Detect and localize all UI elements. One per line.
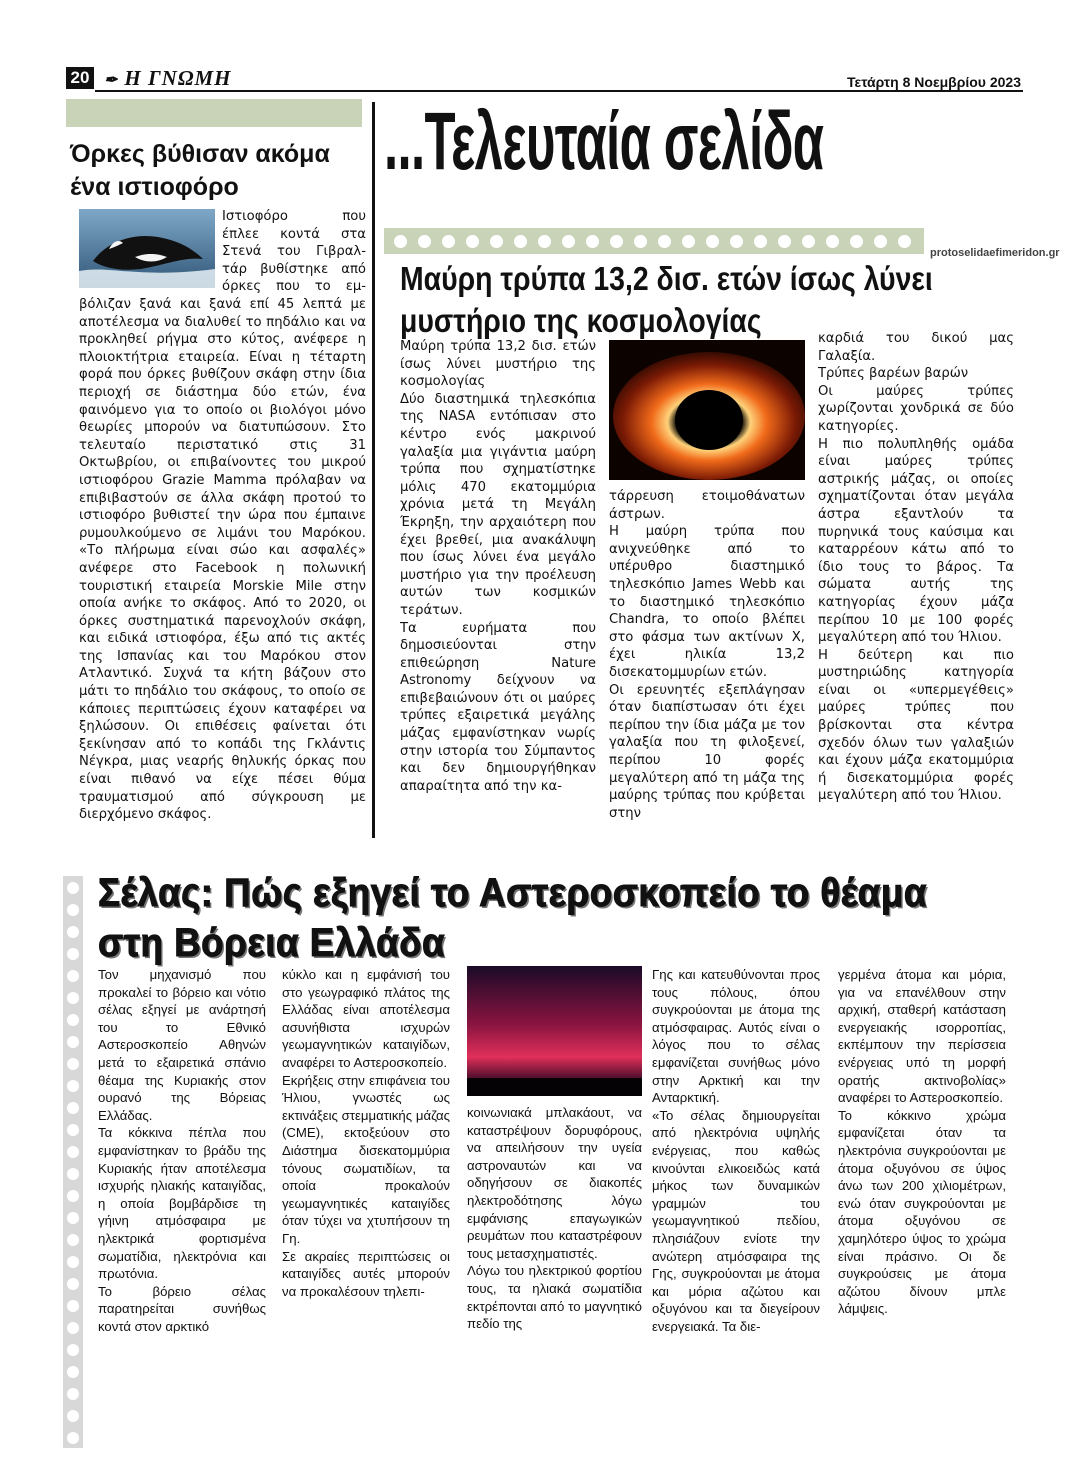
aurora-headline: Σέλας: Πώς εξηγεί το Αστεροσκοπείο το θέαμα στη Βόρεια Ελλάδα xyxy=(98,871,927,965)
strip-dot xyxy=(67,1388,79,1400)
strip-dot xyxy=(67,882,79,894)
wrap-line: έπλεε κοντά στα xyxy=(222,226,366,242)
strip-dot xyxy=(67,948,79,960)
strip-dot xyxy=(67,1432,79,1444)
divider-dot xyxy=(730,235,743,248)
header-rule xyxy=(95,90,1023,92)
strip-dot xyxy=(67,1168,79,1180)
divider-dot xyxy=(586,235,599,248)
paragraph: Η μαύρη τρύπα που ανιχνεύθηκε από το υπέρυθρο διαστημικό τηλεσκόπιο James Webb και το διαστημικό τηλεσκόπιο Chandra, το οποίο βλέπει στο φάσμα των ακτίνων Χ, έχει ηλικία 13,2 δισεκατομμυρίων ετών. xyxy=(609,524,805,680)
orca-body-text: βόλιζαν ξανά και ξανά επί 45 λεπτά με αποτέλεσμα να διαλυθεί το πηδάλιο και να προκληθεί ρήγμα στο κύτος, ανέφερε η πλοιοκτήτρια εταιρεία. Είναι η τέταρτη φορά που όρκες βυθίζουν σκάφη στην ίδια περιοχή σε διάστημα δύο ετών, ένα φαινόμενο για το οποίο οι βιολόγοι μόνο θεωρίες μπορούν να διατυπώσουν. Στο τελευταίο περιστατικό στις 31 Οκτωβρίου, οι επιβαίνοντες του μικρού ιστιοφόρου Grazie Mamma πρόλαβαν να επιβιβαστούν σε άλλα σκάφη προτού το ιστιοφόρο βυθιστεί την ώρα που έμπαινε ρυμουλκούμενο σε λιμάνι του Μαρόκου. «Το πλήρωμα είναι σώο και ασφαλές» ανέφερε στο Facebook η πολωνική τουριστική εταιρεία Morskie Mile στην οποία ανήκε το σκάφος. Από το 2020, οι όρκες συστηματικά παρενοχλούν σκάφη, και ειδικά ιστιοφόρα, έξω από τις ακτές της Ισπανίας και του Μαρόκου στον Ατλαντικό. Συχνά τα κήτη βάζουν στο μάτι το πηδάλιο του σκάφους, το οποίο σε κάποιες περιπτώσεις έχουν καταφέρει να ξηλώσουν. Οι επιθέσεις φαίνεται ότι ξεκίνησαν από το κοπάδι της Γκλάντις Νέγκρα, μιας νεαρής θηλυκής όρκας που είναι πιθανό να είχε πέσει θύμα τραυματισμού από σύγκρουση με διερχόμενο σκάφος. xyxy=(79,297,366,823)
paragraph: Οι μαύρες τρύπες χωρίζονται χονδρικά σε δύο κατηγορίες. xyxy=(818,383,1014,434)
strip-dot xyxy=(67,1190,79,1202)
divider-dot xyxy=(850,235,863,248)
paragraph: Το κόκκινο χρώμα εμφανίζεται όταν τα ηλεκτρόνια συγκρούονται με άτομα οξυγόνου σε ύψος άνω των 200 χιλιομέτρων, ενώ όταν συγκρούονται με άτομα οξυγόνου σε χαμηλότερο ύψος το χρώμα είναι πράσινο. Οι δε συγκρούσεις με άτομα αζώτου δίνουν μπλε λάμψεις. xyxy=(838,1107,1006,1317)
divider-dot xyxy=(706,235,719,248)
paragraph: Η πιο πολυπληθής ομάδα είναι μαύρες τρύπες αστρικής μάζας, οι οποίες σχηματίζονται όταν μεγάλα άστρα εξαντλούν τα πυρηνικά τους καύσιμα και καταρρέουν κάτω από το ίδιο τους το βάρος. Τα σώματα αυτής της κατηγορίας έχουν μάζα περίπου 10 με 100 φορές μεγαλύτερη από του Ήλιου. xyxy=(818,436,1014,646)
divider-dot xyxy=(826,235,839,248)
strip-dot xyxy=(67,1102,79,1114)
section-banner-title: ...Τελευταία σελίδα xyxy=(384,96,824,187)
quill-icon: ✒ xyxy=(104,72,119,89)
aurora-photo xyxy=(467,966,642,1096)
paragraph: καρδιά του δικού μας Γαλαξία. xyxy=(818,331,1014,364)
strip-dot xyxy=(67,926,79,938)
divider-dot xyxy=(538,235,551,248)
paragraph: Δύο διαστημικά τηλεσκόπια της NASA εντόπισαν στο κέντρο ενός μακρινού γαλαξία μια γιγάντια μαύρη τρύπα που σχηματίστηκε μόλις 470 εκατομμύρια χρόνια μετά τη Μεγάλη Έκρηξη, την αρχαιότερη που έχει βρεθεί, μια ανακάλυψη που ίσως λύνει ένα μεγάλο μυστήριο για την προέλευση αυτών των κοσμικών τεράτων. xyxy=(400,391,596,618)
strip-dot xyxy=(67,1014,79,1026)
paragraph: Οι ερευνητές εξεπλάγησαν όταν διαπίστωσαν ότι έχει περίπου την ίδια μάζα με τον γαλαξία που τη φιλοξενεί, περίπου 10 φορές μεγαλύτερη από τη μάζα της μαύρης τρύπας που κρύβεται στην xyxy=(609,682,805,821)
divider-dot xyxy=(634,235,647,248)
divider-dot xyxy=(898,235,911,248)
section-bar xyxy=(66,99,362,127)
wrap-line: όρκες που το εμ- xyxy=(222,279,366,295)
divider-dot xyxy=(682,235,695,248)
paragraph: κύκλο και η εμφάνισή του στο γεωγραφικό πλάτος της Ελλάδας είναι αποτέλεσμα ασυνήθιστα ισχυρών γεωμαγνητικών καταιγίδων, αναφέρει το Αστεροσκοπείο. xyxy=(282,967,450,1070)
strip-dot xyxy=(67,1322,79,1334)
page-number: 20 xyxy=(66,67,94,89)
paragraph: γερμένα άτομα και μόρια, για να επανέλθουν στην αρχική, σταθερή κατάσταση ενεργειακής ισορροπίας, εκπέμπουν την περίσσεια ενέργειας υπό τη μορφή ορατής ακτινοβολίας» αναφέρει το Αστεροσκοπείο. xyxy=(838,967,1006,1106)
aurora-col-3 xyxy=(467,1104,642,1333)
divider-dot xyxy=(658,235,671,248)
paragraph: Τον μηχανισμό που προκαλεί το βόρειο και νότιο σέλας εξηγεί με ανάρτησή του το Εθνικό Αστεροσκοπείο Αθηνών μετά το εξαιρετικά σπάνιο θέαμα της Κυριακής στον ουρανό της Βόρειας Ελλάδας. xyxy=(98,967,266,1123)
wrap-line: Ιστιοφόρο που xyxy=(222,209,366,224)
divider-dot xyxy=(562,235,575,248)
divider-dot xyxy=(490,235,503,248)
paragraph: Σε ακραίες περιπτώσεις οι καταιγίδες αυτές μπορούν να προκαλέσουν τηλεπι- xyxy=(282,1248,450,1299)
strip-dot xyxy=(67,970,79,982)
divider-dot xyxy=(418,235,431,248)
divider-dot xyxy=(394,235,407,248)
divider-dot xyxy=(610,235,623,248)
black-hole-col-2 xyxy=(609,488,805,822)
paragraph: Το βόρειο σέλας παρατηρείται συνήθως κοντά στον αρκτικό xyxy=(98,1283,266,1334)
black-hole-headline: Μαύρη τρύπα 13,2 δισ. ετών ίσως λύνει μυστήριο της κοσμολογίας xyxy=(400,260,933,339)
paragraph: Λόγω του ηλεκτρικού φορτίου τους, τα ηλιακά σωματίδια εκτρέπονται από το μαγνητικό πεδίο της xyxy=(467,1263,642,1332)
dotted-divider-bar xyxy=(384,228,924,254)
orca-wrap-text xyxy=(222,208,366,296)
paragraph: Η δεύτερη και πιο μυστηριώδης κατηγορία είναι οι «υπερμεγέθεις» μαύρες τρύπες που βρίσκονται στα κέντρα σχεδόν όλων των γαλαξιών και έχουν μάζα εκατομμύρια ή δισεκατομμύρια φορές μεγαλύτερη από του Ήλιου. xyxy=(818,647,1014,804)
aurora-col-4 xyxy=(652,966,820,1335)
divider-dot xyxy=(778,235,791,248)
aurora-col-5 xyxy=(838,966,1006,1318)
strip-dot xyxy=(67,1366,79,1378)
paragraph: Γης και κατευθύνονται προς τους πόλους, όπου συγκρούονται με άτομα της ατμόσφαιρας. Αυτός είναι ο λόγος που το σέλας εμφανίζεται συνήθως μόνο στην Αρκτική και την Ανταρκτική. xyxy=(652,967,820,1106)
paragraph: Τα ευρήματα που δημοσιεύονται στην επιθεώρηση Nature Astronomy δείχνουν να επιβεβαιώνουν ότι οι μαύρες τρύπες εξαιρετικά μεγάλης μάζας εμφανίστηκαν νωρίς στην ιστορία του Σύμπαντος και δεν δημιουργήθηκαν απαραίτητα από την κα- xyxy=(400,620,596,794)
strip-dot xyxy=(67,904,79,916)
strip-dot xyxy=(67,1080,79,1092)
strip-dot xyxy=(67,1124,79,1136)
aurora-col-1 xyxy=(98,966,266,1335)
strip-dot xyxy=(67,1212,79,1224)
paragraph: τάρρευση ετοιμοθάνατων άστρων. xyxy=(609,489,805,522)
divider-dot xyxy=(802,235,815,248)
column-divider xyxy=(372,102,375,838)
strip-dot xyxy=(67,1146,79,1158)
wrap-line: τάρ βυθίστηκε από xyxy=(222,261,366,277)
paragraph: Τα κόκκινα πέπλα που εμφανίστηκαν το βράδυ της Κυριακής ήταν αποτέλεσμα ισχυρής ηλιακής καταιγίδας, η οποία βομβάρδισε τη γήινη ατμόσφαιρα με ηλεκτρικά φορτισμένα σωματίδια, ηλεκτρόνια και πρωτόνια. xyxy=(98,1125,266,1282)
strip-dot xyxy=(67,992,79,1004)
black-hole-photo xyxy=(609,340,805,480)
black-hole-col-3 xyxy=(818,330,1014,805)
newspaper-name: Η ΓΝΩΜΗ xyxy=(124,66,232,90)
divider-dot xyxy=(514,235,527,248)
strip-dot xyxy=(67,1036,79,1048)
orca-photo xyxy=(79,209,215,288)
strip-dot xyxy=(67,1344,79,1356)
paragraph: Τρύπες βαρέων βαρών xyxy=(818,366,969,382)
divider-dot xyxy=(754,235,767,248)
paragraph: κοινωνιακά μπλακάουτ, να καταστρέψουν δορυφόρους, να απειλήσουν την υγεία αστροναυτών και να οδηγήσουν σε διακοπές ηλεκτροδότησης λόγω εμφάνισης επαγωγικών ρευμάτων που καταστρέφουν τους μετασχηματιστές. xyxy=(467,1105,642,1261)
paragraph: Μαύρη τρύπα 13,2 δισ. ετών ίσως λύνει μυστήριο της κοσμολογίας xyxy=(400,339,596,390)
paragraph: Εκρήξεις στην επιφάνεια του Ήλιου, γνωστές ως εκτινάξεις στεμματικής μάζας (CME), εκτοξεύουν στο Διάστημα δισεκατομμύρια τόνους σωματιδίων, τα οποία προκαλούν γεωμαγνητικές καταιγίδες όταν τύχει να χτυπήσουν τη Γη. xyxy=(282,1072,450,1246)
wrap-line: Στενά του Γιβραλ- xyxy=(222,244,366,260)
dotted-side-strip xyxy=(63,876,83,1448)
strip-dot xyxy=(67,1300,79,1312)
strip-dot xyxy=(67,1058,79,1070)
divider-dot xyxy=(874,235,887,248)
orca-article-headline: Όρκες βύθισαν ακόμα ένα ιστιοφόρο xyxy=(70,140,330,201)
strip-dot xyxy=(67,1234,79,1246)
paragraph: «Το σέλας δημιουργείται από ηλεκτρόνια υψηλής ενέργειας, που καθώς κινούνται ελικοειδώς κατά μήκος των δυναμικών γραμμών του γεωμαγνητικού πεδίου, πλησιάζουν ενίοτε την ανώτερη ατμόσφαιρα της Γης, συγκρούονται με άτομα και μόρια αζώτου και οξυγόνου και τα διεγείρουν ενεργειακά. Τα διε- xyxy=(652,1107,820,1334)
strip-dot xyxy=(67,1278,79,1290)
source-watermark: protoselidaefimeridon.gr xyxy=(930,247,1060,259)
orca-article-body xyxy=(79,296,366,824)
divider-dot xyxy=(442,235,455,248)
strip-dot xyxy=(67,1410,79,1422)
issue-date: Τετάρτη 8 Νοεμβρίου 2023 xyxy=(847,74,1021,90)
aurora-col-2 xyxy=(282,966,450,1300)
newspaper-masthead xyxy=(104,66,232,91)
strip-dot xyxy=(67,1256,79,1268)
black-hole-col-1 xyxy=(400,338,596,795)
divider-dot xyxy=(466,235,479,248)
